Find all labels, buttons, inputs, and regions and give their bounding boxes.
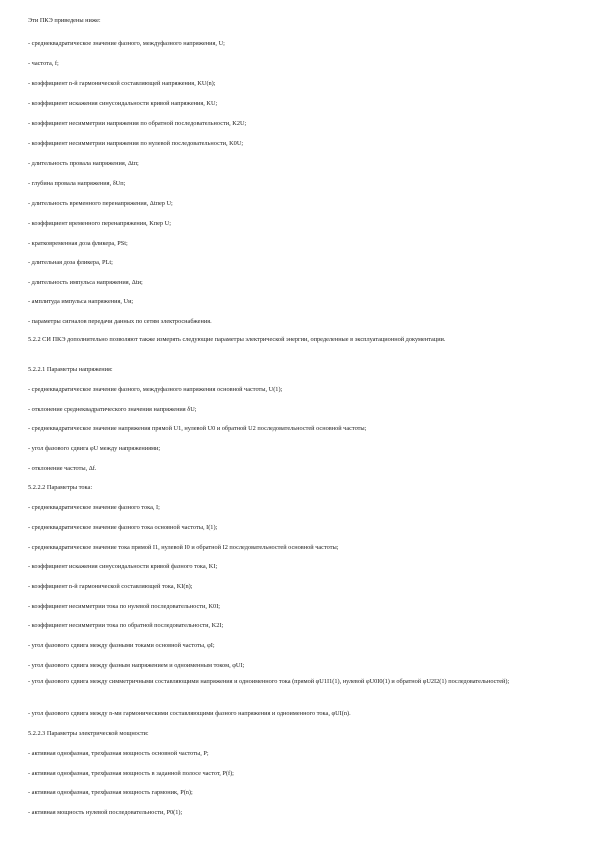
list-item: - длительность провала напряжения, Δtп;: [28, 160, 139, 167]
section-heading: 5.2.2.3 Параметры электрической мощности:: [28, 730, 149, 737]
list-item: - глубина провала напряжения, δUп;: [28, 180, 126, 187]
list-item: - коэффициент искажения синусоидальности кривой напряжения, KU;: [28, 100, 218, 107]
list-item: - активная однофазная, трехфазная мощность гармоник, P(n);: [28, 789, 193, 796]
list-item: - среднеквадратическое значение напряжения прямой U1, нулевой U0 и обратной U2 последовательностей основной частоты;: [28, 425, 367, 432]
list-item: - амплитуда импульса напряжения, Uи;: [28, 298, 134, 305]
list-item: - отклонение частоты, Δf.: [28, 465, 97, 472]
list-item: - активная однофазная, трехфазная мощность в заданной полосе частот, P(f);: [28, 770, 234, 777]
section-heading: 5.2.2.1 Параметры напряжения:: [28, 366, 113, 373]
list-item: - коэффициент несимметрии напряжения по обратной последовательности, K2U;: [28, 120, 247, 127]
list-item: - среднеквадратическое значение фазного, междуфазного напряжения, U;: [28, 40, 225, 47]
section-heading: 5.2.2.2 Параметры тока:: [28, 484, 93, 491]
list-item: - среднеквадратическое значение тока прямой I1, нулевой I0 и обратной I2 последовательностей основной частоты;: [28, 544, 339, 551]
list-item: - угол фазового сдвига между n-ми гармоническими составляющими фазного напряжения и одноименного тока, φUI(n).: [28, 710, 351, 717]
list-item: - коэффициент временного перенапряжения, Kпер U;: [28, 220, 171, 227]
list-item: - угол фазового сдвига φU между напряжениями;: [28, 445, 161, 452]
list-item: - активная однофазная, трехфазная мощность основной частоты, P;: [28, 750, 209, 757]
list-item: - коэффициент n-й гармонической составляющей тока, KI(n);: [28, 583, 193, 590]
list-item: - коэффициент несимметрии тока по обратной последовательности, K2I;: [28, 622, 224, 629]
list-item: - среднеквадратическое значение фазного, междуфазного напряжения основной частоты, U(1);: [28, 386, 283, 393]
section-paragraph: 5.2.2 СИ ПКЭ дополнительно позволяют также измерять следующие параметры электрической энергии, определенные в эксплуатационной документации.: [28, 336, 446, 343]
list-item: - коэффициент несимметрии напряжения по нулевой последовательности, K0U;: [28, 140, 244, 147]
list-item: - среднеквадратическое значение фазного тока основной частоты, I(1);: [28, 524, 218, 531]
list-item: - коэффициент несимметрии тока по нулевой последовательности, K0I;: [28, 603, 221, 610]
list-item: - угол фазового сдвига между симметричными составляющими напряжения и одноименного тока (прямой φU1I1(1), нулевой φU0I0(1) и обратной φU2I2(1) последовательностей);: [28, 678, 510, 685]
list-item: - отклонение среднеквадратического значения напряжения δU;: [28, 406, 197, 413]
list-item: - коэффициент искажения синусоидальности кривой фазного тока, KI;: [28, 563, 218, 570]
list-item: - активная мощность нулевой последовательности, P0(1);: [28, 809, 183, 816]
list-item: - угол фазового сдвига между фазным напряжением и одноименным током, φUI;: [28, 662, 245, 669]
list-item: - коэффициент n-й гармонической составляющей напряжения, KU(n);: [28, 80, 216, 87]
list-item: - длительная доза фликера, PLt;: [28, 259, 113, 266]
list-item: - длительность импульса напряжения, Δtи;: [28, 279, 143, 286]
list-item: - частота, f;: [28, 60, 59, 67]
list-item: - кратковременная доза фликера, PSt;: [28, 240, 128, 247]
list-item: - параметры сигналов передачи данных по сетям электроснабжения.: [28, 318, 212, 325]
list-item: - среднеквадратическое значение фазного тока, I;: [28, 504, 160, 511]
intro-line: Эти ПКЭ приведены ниже:: [28, 17, 101, 24]
list-item: - длительность временного перенапряжения, Δtпер U;: [28, 200, 173, 207]
list-item: - угол фазового сдвига между фазными токами основной частоты, φI;: [28, 642, 215, 649]
